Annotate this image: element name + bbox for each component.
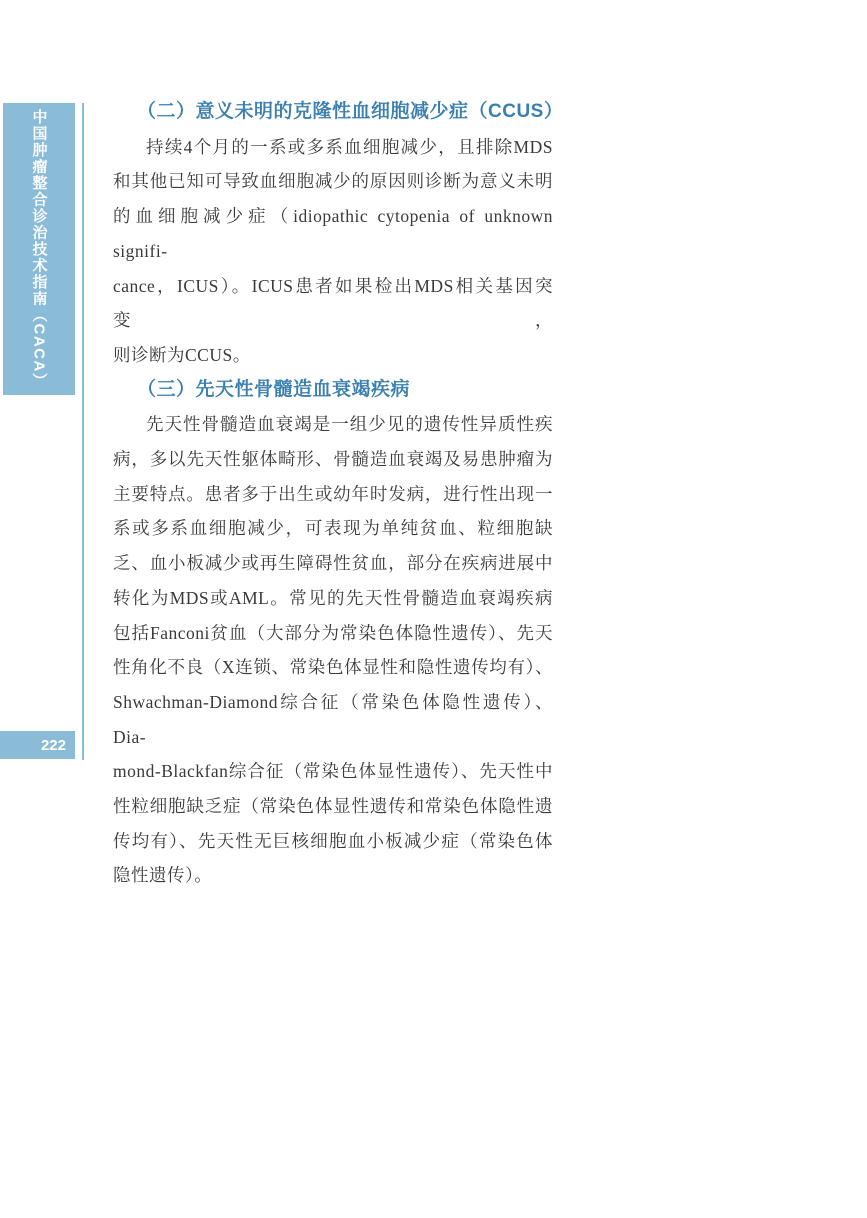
text-line: mond-Blackfan综合征（常染色体显性遗传）、先天性中 [113,761,553,782]
text-line: Shwachman-Diamond综合征（常染色体隐性遗传）、Dia- [113,691,553,747]
text-line: 持续4个月的一系或多系血细胞减少，且排除MDS [146,136,553,157]
text-line: 传均有）、先天性无巨核细胞血小板减少症（常染色体 [113,830,553,851]
text-line: 包括Fanconi贫血（大部分为常染色体隐性遗传）、先天 [113,622,553,643]
page-number-badge [0,731,75,759]
section-heading: （三）先天性骨髓造血衰竭疾病 [137,378,411,400]
text-line: 则诊断为CCUS。 [113,344,251,365]
text-line: 隐性遗传）。 [113,865,213,886]
text-line: 病，多以先天性躯体畸形、骨髓造血衰竭及易患肿瘤为 [113,449,553,470]
content-area [113,95,564,893]
sidebar-divider-line [82,103,84,760]
text-line: cance，ICUS）。ICUS患者如果检出MDS相关基因突变， [113,275,553,331]
text-line: 性粒细胞缺乏症（常染色体显性遗传和常染色体隐性遗 [113,796,553,817]
text-line: 系或多系血细胞减少，可表现为单纯贫血、粒细胞缺 [113,518,553,539]
text-line: 和其他已知可导致血细胞减少的原因则诊断为意义未明 [113,171,553,192]
book-title-vertical: 中国肿瘤整合诊治技术指南（CACA） [30,108,48,390]
text-line: 乏、血小板减少或再生障碍性贫血，部分在疾病进展中 [113,553,553,574]
text-line: 主要特点。患者多于出生或幼年时发病，进行性出现一 [113,483,553,504]
text-line: 先天性骨髓造血衰竭是一组少见的遗传性异质性疾 [146,414,553,435]
book-title-band [3,103,75,395]
section-heading: （二）意义未明的克隆性血细胞减少症（CCUS） [137,101,564,122]
text-line: 转化为MDS或AML。常见的先天性骨髓造血衰竭疾病 [113,587,553,608]
text-line: 性角化不良（X连锁、常染色体显性和隐性遗传均有）、 [113,657,553,678]
page-number: 222 [40,736,66,754]
text-line: 的血细胞减少症（idiopathic cytopenia of unknown signifi- [113,206,553,261]
